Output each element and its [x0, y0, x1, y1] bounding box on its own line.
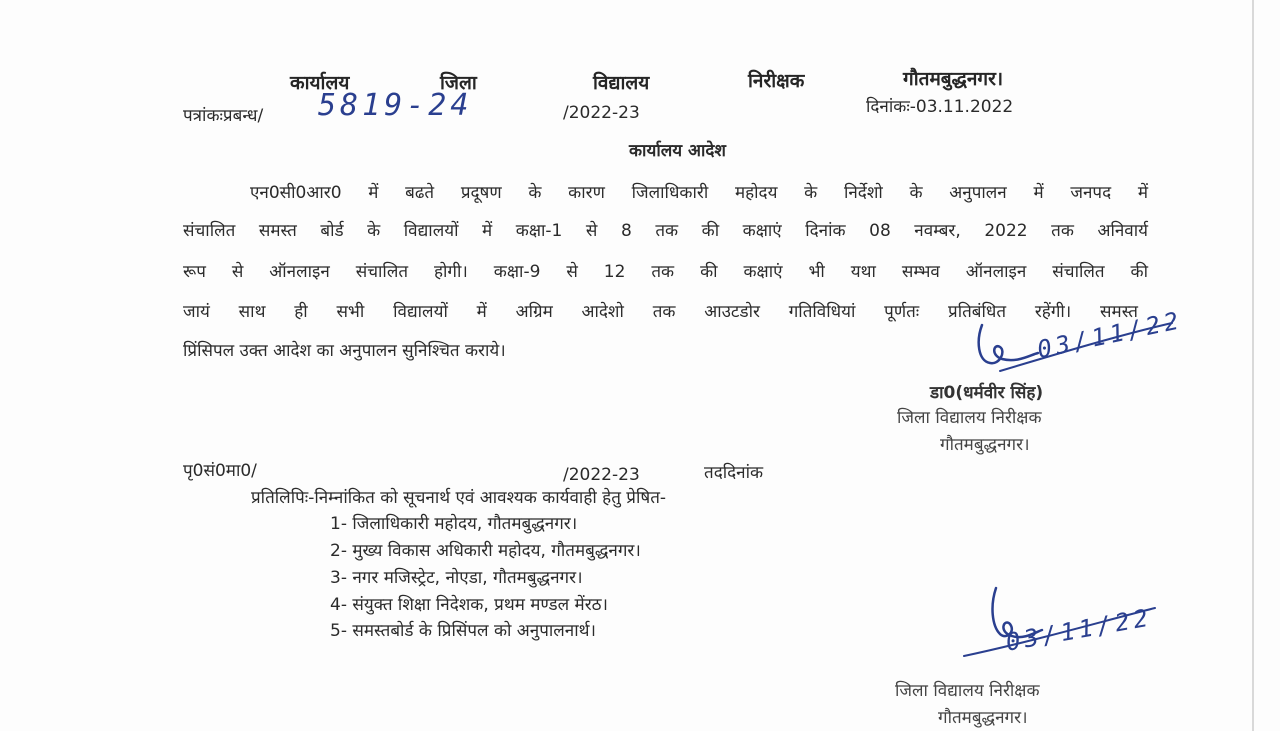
body-line: जायं साथ ही सभी विद्यालयों में अग्रिम आदेशो तक आउटडोर गतिविधियां पूर्णतः प्रतिबंधित रहेंगी। समस्त — [183, 302, 1138, 322]
copy-intro: प्रतिलिपिः-निम्नांकित को सूचनार्थ एवं आवश्यक कार्यवाही हेतु प्रेषित- — [251, 488, 667, 508]
signatory-designation: जिला विद्यालय निरीक्षक — [897, 408, 1042, 428]
signatory-2-designation: जिला विद्यालय निरीक्षक — [895, 681, 1040, 701]
page-edge — [1252, 0, 1254, 731]
ref-date: दिनांकः-03.11.2022 — [866, 97, 1014, 117]
copy-list-item: 3- नगर मजिस्ट्रेट, नोएडा, गौतमबुद्धनगर। — [330, 568, 583, 588]
signatory-name: डा0(धर्मवीर सिंह) — [930, 383, 1044, 403]
copy-list-item: 1- जिलाधिकारी महोदय, गौतमबुद्धनगर। — [330, 514, 578, 534]
ref-number-handwritten: 5819-24 — [318, 88, 473, 123]
signature-2-date: 03/11/22 — [1003, 603, 1154, 657]
header-word-4: निरीक्षक — [748, 70, 805, 92]
ref-label: पत्रांकःप्रबन्ध/ — [183, 106, 264, 126]
copy-list-item: 5- समस्तबोर्ड के प्रिसिंपल को अनुपालनार्थ। — [330, 621, 596, 641]
header-word-2: जिला — [440, 72, 477, 94]
copy-ref-label: पृ0सं0मा0/ — [183, 461, 257, 481]
signatory-2-place: गौतमबुद्धनगर। — [938, 708, 1028, 728]
copy-list-item: 4- संयुक्त शिक्षा निदेशक, प्रथम मण्डल मेंरठ। — [330, 595, 608, 615]
signature-1-date: 03/11/22 — [1034, 305, 1185, 365]
header-word-1: कार्यालय — [290, 72, 350, 94]
ref-year: /2022-23 — [563, 103, 640, 123]
body-line: रूप से ऑनलाइन संचालित होगी। कक्षा-9 से 12 तक की कक्षाएं भी यथा सम्भव ऑनलाइन संचालित की — [183, 262, 1149, 282]
copy-ref-date: तददिनांक — [704, 463, 764, 483]
header-word-5: गौतमबुद्धनगर। — [903, 68, 1004, 90]
body-line: संचालित समस्त बोर्ड के विद्यालयों में कक्षा-1 से 8 तक की कक्षाएं दिनांक 08 नवम्बर, 2022 तक अनिवार्य — [183, 221, 1148, 241]
order-title: कार्यालय आदेश — [629, 141, 726, 161]
signatory-place: गौतमबुद्धनगर। — [940, 435, 1030, 455]
body-line: प्रिंसिपल उक्त आदेश का अनुपालन सुनिश्चित कराये। — [183, 341, 506, 361]
header-word-3: विद्यालय — [593, 72, 650, 94]
body-line: एन0सी0आर0 में बढते प्रदूषण के कारण जिलाधिकारी महोदय के निर्देशो के अनुपालन में जनपद में — [250, 183, 1148, 203]
copy-list-item: 2- मुख्य विकास अधिकारी महोदय, गौतमबुद्धनगर। — [330, 541, 641, 561]
copy-ref-year: /2022-23 — [563, 465, 640, 485]
